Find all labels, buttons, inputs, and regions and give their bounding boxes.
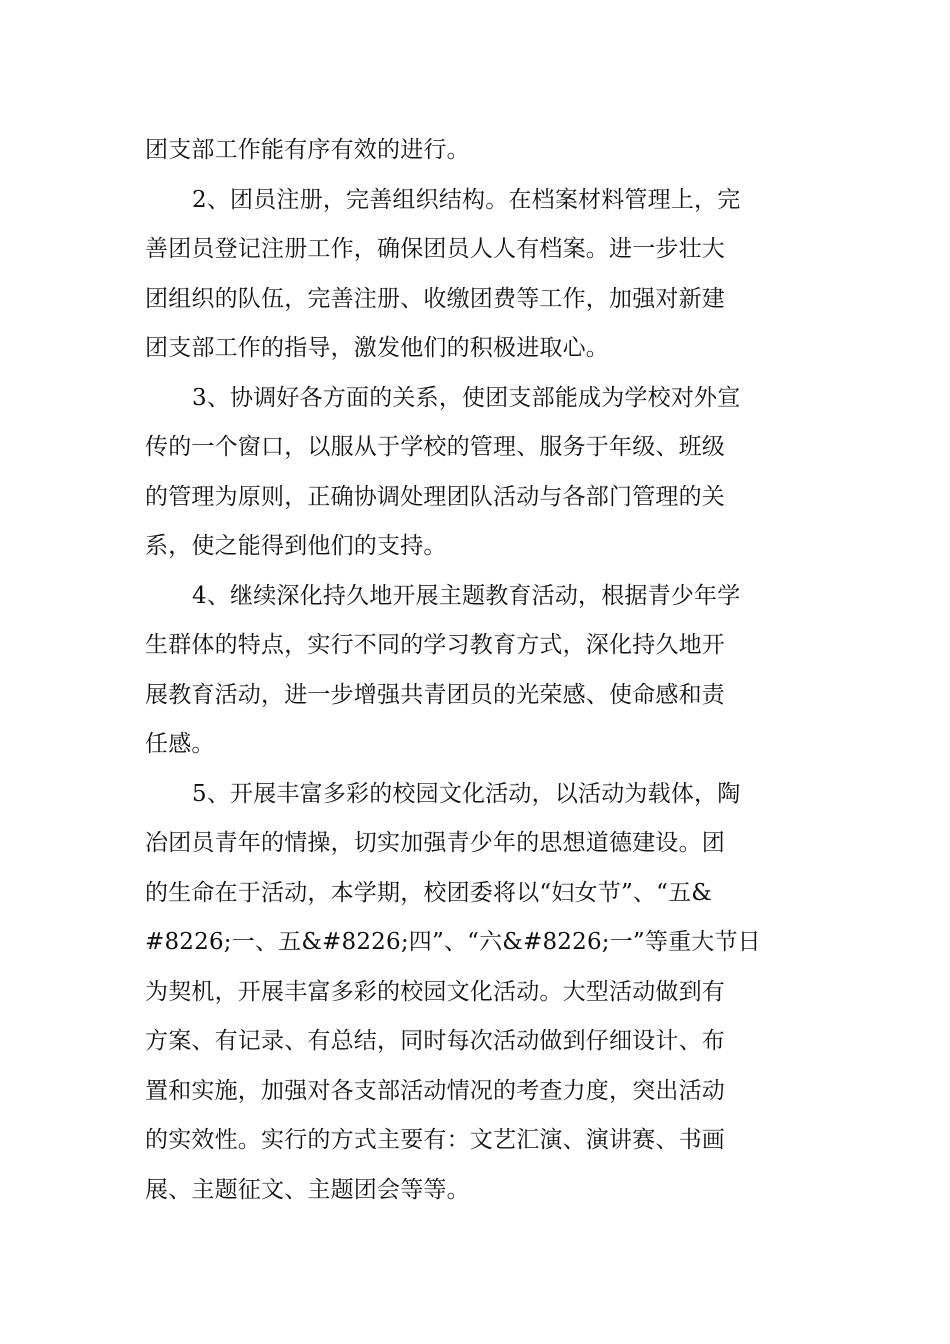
text-line: 的实效性。实行的方式主要有：文艺汇演、演讲赛、书画: [145, 1127, 725, 1153]
text-line: #8226;一、五&#8226;四”、“六&#8226;一”等重大节日: [145, 929, 761, 955]
text-line: 团支部工作能有序有效的进行。: [145, 137, 470, 163]
text-line: 展、主题征文、主题团会等等。: [145, 1176, 470, 1203]
paragraph-start-line: 4、继续深化持久地开展主题教育活动，根据青少年学: [192, 582, 741, 609]
text-line: 的管理为原则，正确协调处理团队活动与各部门管理的关: [145, 483, 725, 510]
text-line: 团支部工作的指导，激发他们的积极进取心。: [145, 335, 609, 361]
text-line: 展教育活动，进一步增强共青团员的光荣感、使命感和责: [145, 681, 725, 708]
text-line: 为契机，开展丰富多彩的校园文化活动。大型活动做到有: [145, 978, 725, 1005]
text-line: 置和实施，加强对各支部活动情况的考查力度，突出活动: [145, 1077, 725, 1104]
text-line: 善团员登记注册工作，确保团员人人有档案。进一步壮大: [145, 236, 725, 262]
text-line: 方案、有记录、有总结，同时每次活动做到仔细设计、布: [145, 1028, 725, 1054]
paragraph-start-line: 3、协调好各方面的关系，使团支部能成为学校对外宣: [192, 384, 741, 411]
text-line: 传的一个窗口，以服从于学校的管理、服务于年级、班级: [145, 434, 725, 460]
text-line: 冶团员青年的情操，切实加强青少年的思想道德建设。团: [145, 830, 725, 856]
document-body: [145, 126, 807, 1215]
text-line: 任感。: [145, 731, 215, 757]
text-line: 生群体的特点，实行不同的学习教育方式，深化持久地开: [145, 632, 725, 658]
text-line: 团组织的队伍，完善注册、收缴团费等工作，加强对新建: [145, 285, 725, 312]
paragraph-start-line: 5、开展丰富多彩的校园文化活动，以活动为载体，陶: [192, 780, 741, 807]
text-line: 的生命在于活动，本学期，校团委将以“妇女节”、“五&: [145, 879, 712, 906]
paragraph-start-line: 2、团员注册，完善组织结构。在档案材料管理上，完: [192, 186, 741, 213]
text-line: 系，使之能得到他们的支持。: [145, 533, 447, 559]
